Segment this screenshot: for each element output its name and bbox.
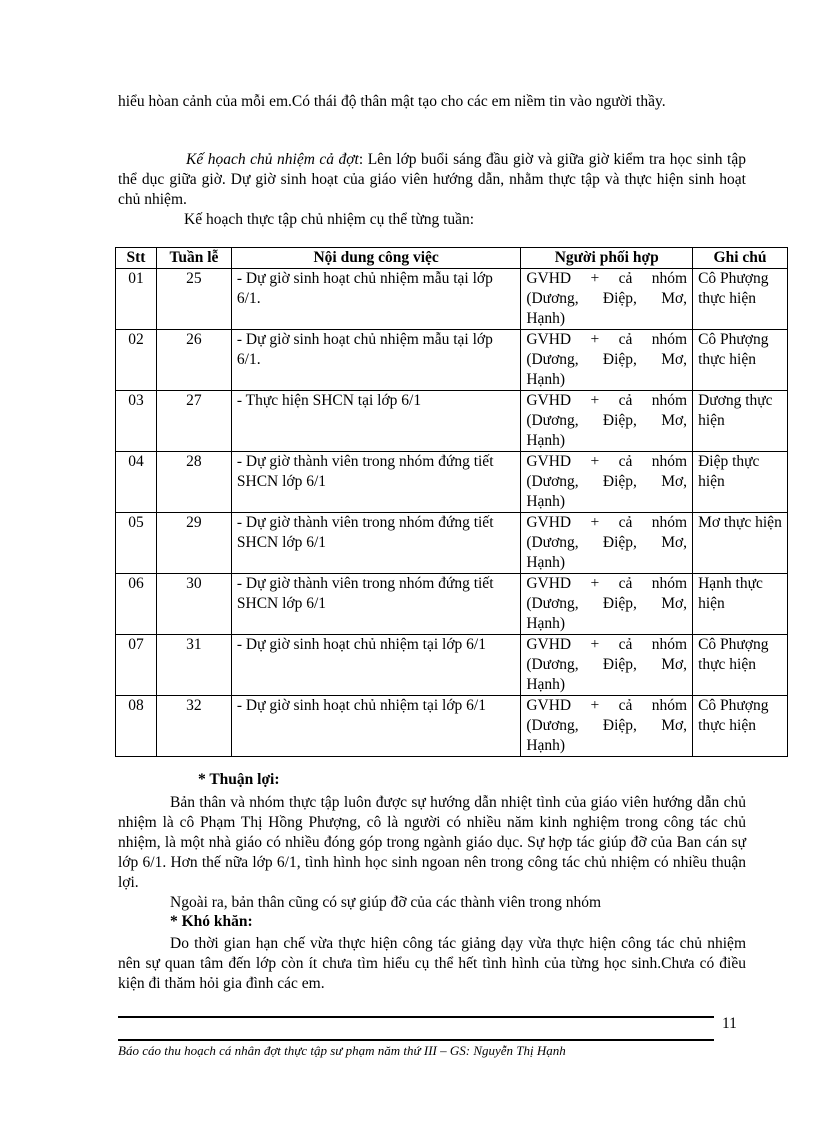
partner-line-1: GVHD + cả nhóm <box>526 514 688 531</box>
page-number: 11 <box>722 1015 737 1032</box>
cell-content: - Dự giờ sinh hoạt chủ nhiệm tại lớp 6/1 <box>231 635 520 696</box>
cell-week: 31 <box>156 635 231 696</box>
partner-line-2: (Dương, Điệp, Mơ, Hạnh) <box>526 595 688 632</box>
partner-line-1: GVHD + cả nhóm <box>526 575 688 592</box>
advantages-extra: Ngoài ra, bản thân cũng có sự giúp đỡ của các thành viên trong nhóm <box>170 894 602 911</box>
partner-line-2: (Dương, Điệp, Mơ, Hạnh) <box>526 473 688 510</box>
table-row <box>116 269 788 330</box>
cell-stt: 08 <box>116 696 157 757</box>
partner-line-1: GVHD + cả nhóm <box>526 270 688 287</box>
plan-lead: Kế họach chủ nhiệm cả đợt <box>186 151 359 168</box>
cell-content: - Dự giờ thành viên trong nhóm đứng tiết SHCN lớp 6/1 <box>231 452 520 513</box>
header-partner: Người phối hợp <box>521 248 693 269</box>
cell-note: Mơ thực hiện <box>693 513 788 574</box>
cell-content: - Thực hiện SHCN tại lớp 6/1 <box>231 391 520 452</box>
difficulties-paragraph <box>118 934 746 994</box>
intro-paragraph: hiểu hòan cảnh của mỗi em.Có thái độ thân mật tạo cho các em niềm tin vào người thầy. <box>118 93 666 110</box>
weekly-schedule-table <box>115 247 788 757</box>
header-week: Tuần lễ <box>156 248 231 269</box>
partner-line-1: GVHD + cả nhóm <box>526 697 688 714</box>
cell-week: 27 <box>156 391 231 452</box>
advantages-text: Bản thân và nhóm thực tập luôn được sự hướng dẫn nhiệt tình của giáo viên hướng dẫn chủ nhiệm là cô Phạm Thị Hồng Phượng, cô là người có nhiều năm kinh nghiệm trong công tác chủ nhiệm, là một nhà giáo có nhiều đóng góp trong ngành giáo dục. Sự hợp tác giúp đỡ của Ban cán sự lớp 6/1. Hơn thế nữa lớp 6/1, tình hình học sinh ngoan nên trong công tác chủ nhiệm có nhiều thuận lợi. <box>118 794 746 891</box>
page-footer: Báo cáo thu hoạch cá nhân đợt thực tập sư phạm năm thứ III – GS: Nguyễn Thị Hạnh <box>118 1043 566 1058</box>
table-row <box>116 330 788 391</box>
advantages-heading: * Thuận lợi: <box>198 771 280 788</box>
cell-note: Cô Phượng thực hiện <box>693 696 788 757</box>
cell-stt: 04 <box>116 452 157 513</box>
header-note: Ghi chú <box>693 248 788 269</box>
difficulties-heading: * Khó khăn: <box>170 913 253 930</box>
table-row <box>116 452 788 513</box>
plan-paragraph <box>118 150 746 210</box>
cell-week: 30 <box>156 574 231 635</box>
cell-stt: 02 <box>116 330 157 391</box>
table-row <box>116 574 788 635</box>
partner-line-2: (Dương, Điệp, Mơ, Hạnh) <box>526 534 688 571</box>
header-stt: Stt <box>116 248 157 269</box>
difficulties-text: Do thời gian hạn chế vừa thực hiện công tác giảng dạy vừa thực hiện công tác chủ nhiệm nên sự quan tâm đến lớp còn ít chưa tìm hiểu cụ thể hết tình hình của từng học sinh.Chưa có điều kiện đi thăm hỏi gia đình các em. <box>118 935 746 992</box>
cell-partner <box>521 391 693 452</box>
cell-content: - Dự giờ sinh hoạt chủ nhiệm mẫu tại lớp 6/1. <box>231 330 520 391</box>
partner-line-1: GVHD + cả nhóm <box>526 392 688 409</box>
cell-content: - Dự giờ thành viên trong nhóm đứng tiết SHCN lớp 6/1 <box>231 574 520 635</box>
header-content: Nội dung công việc <box>231 248 520 269</box>
cell-partner <box>521 635 693 696</box>
table-row <box>116 696 788 757</box>
cell-week: 28 <box>156 452 231 513</box>
cell-note: Điệp thực hiện <box>693 452 788 513</box>
cell-partner <box>521 330 693 391</box>
table-row <box>116 635 788 696</box>
cell-week: 26 <box>156 330 231 391</box>
cell-note: Dương thực hiện <box>693 391 788 452</box>
partner-line-1: GVHD + cả nhóm <box>526 453 688 470</box>
partner-line-2: (Dương, Điệp, Mơ, Hạnh) <box>526 351 688 388</box>
table-row <box>116 513 788 574</box>
cell-week: 29 <box>156 513 231 574</box>
table-header-row <box>116 248 788 269</box>
plan-text: : Lên lớp buổi sáng đầu giờ và giữa giờ kiểm tra học sinh tập thể dục giữa giờ. Dự giờ sinh hoạt của giáo viên hướng dẫn, nhằm thực tập và thực hiện sinh hoạt chủ nhiệm. <box>118 151 746 208</box>
cell-content: - Dự giờ sinh hoạt chủ nhiệm mẫu tại lớp 6/1. <box>231 269 520 330</box>
cell-stt: 01 <box>116 269 157 330</box>
weekly-plan-heading: Kế hoạch thực tập chủ nhiệm cụ thể từng tuần: <box>184 211 475 228</box>
cell-week: 32 <box>156 696 231 757</box>
partner-line-2: (Dương, Điệp, Mơ, Hạnh) <box>526 656 688 693</box>
cell-note: Cô Phượng thực hiện <box>693 635 788 696</box>
cell-content: - Dự giờ sinh hoạt chủ nhiệm tại lớp 6/1 <box>231 696 520 757</box>
cell-partner <box>521 452 693 513</box>
cell-stt: 05 <box>116 513 157 574</box>
partner-line-2: (Dương, Điệp, Mơ, Hạnh) <box>526 412 688 449</box>
cell-week: 25 <box>156 269 231 330</box>
cell-content: - Dự giờ thành viên trong nhóm đứng tiết SHCN lớp 6/1 <box>231 513 520 574</box>
cell-note: Hạnh thực hiện <box>693 574 788 635</box>
partner-line-2: (Dương, Điệp, Mơ, Hạnh) <box>526 717 688 754</box>
cell-partner <box>521 696 693 757</box>
table-row <box>116 391 788 452</box>
footer-rule-bottom <box>118 1039 714 1041</box>
cell-partner <box>521 513 693 574</box>
cell-note: Cô Phượng thực hiện <box>693 269 788 330</box>
advantages-paragraph <box>118 793 746 893</box>
cell-note: Cô Phượng thực hiện <box>693 330 788 391</box>
partner-line-2: (Dương, Điệp, Mơ, Hạnh) <box>526 290 688 327</box>
cell-stt: 03 <box>116 391 157 452</box>
cell-stt: 06 <box>116 574 157 635</box>
partner-line-1: GVHD + cả nhóm <box>526 331 688 348</box>
cell-partner <box>521 269 693 330</box>
footer-rule-top <box>118 1016 714 1018</box>
cell-partner <box>521 574 693 635</box>
partner-line-1: GVHD + cả nhóm <box>526 636 688 653</box>
cell-stt: 07 <box>116 635 157 696</box>
